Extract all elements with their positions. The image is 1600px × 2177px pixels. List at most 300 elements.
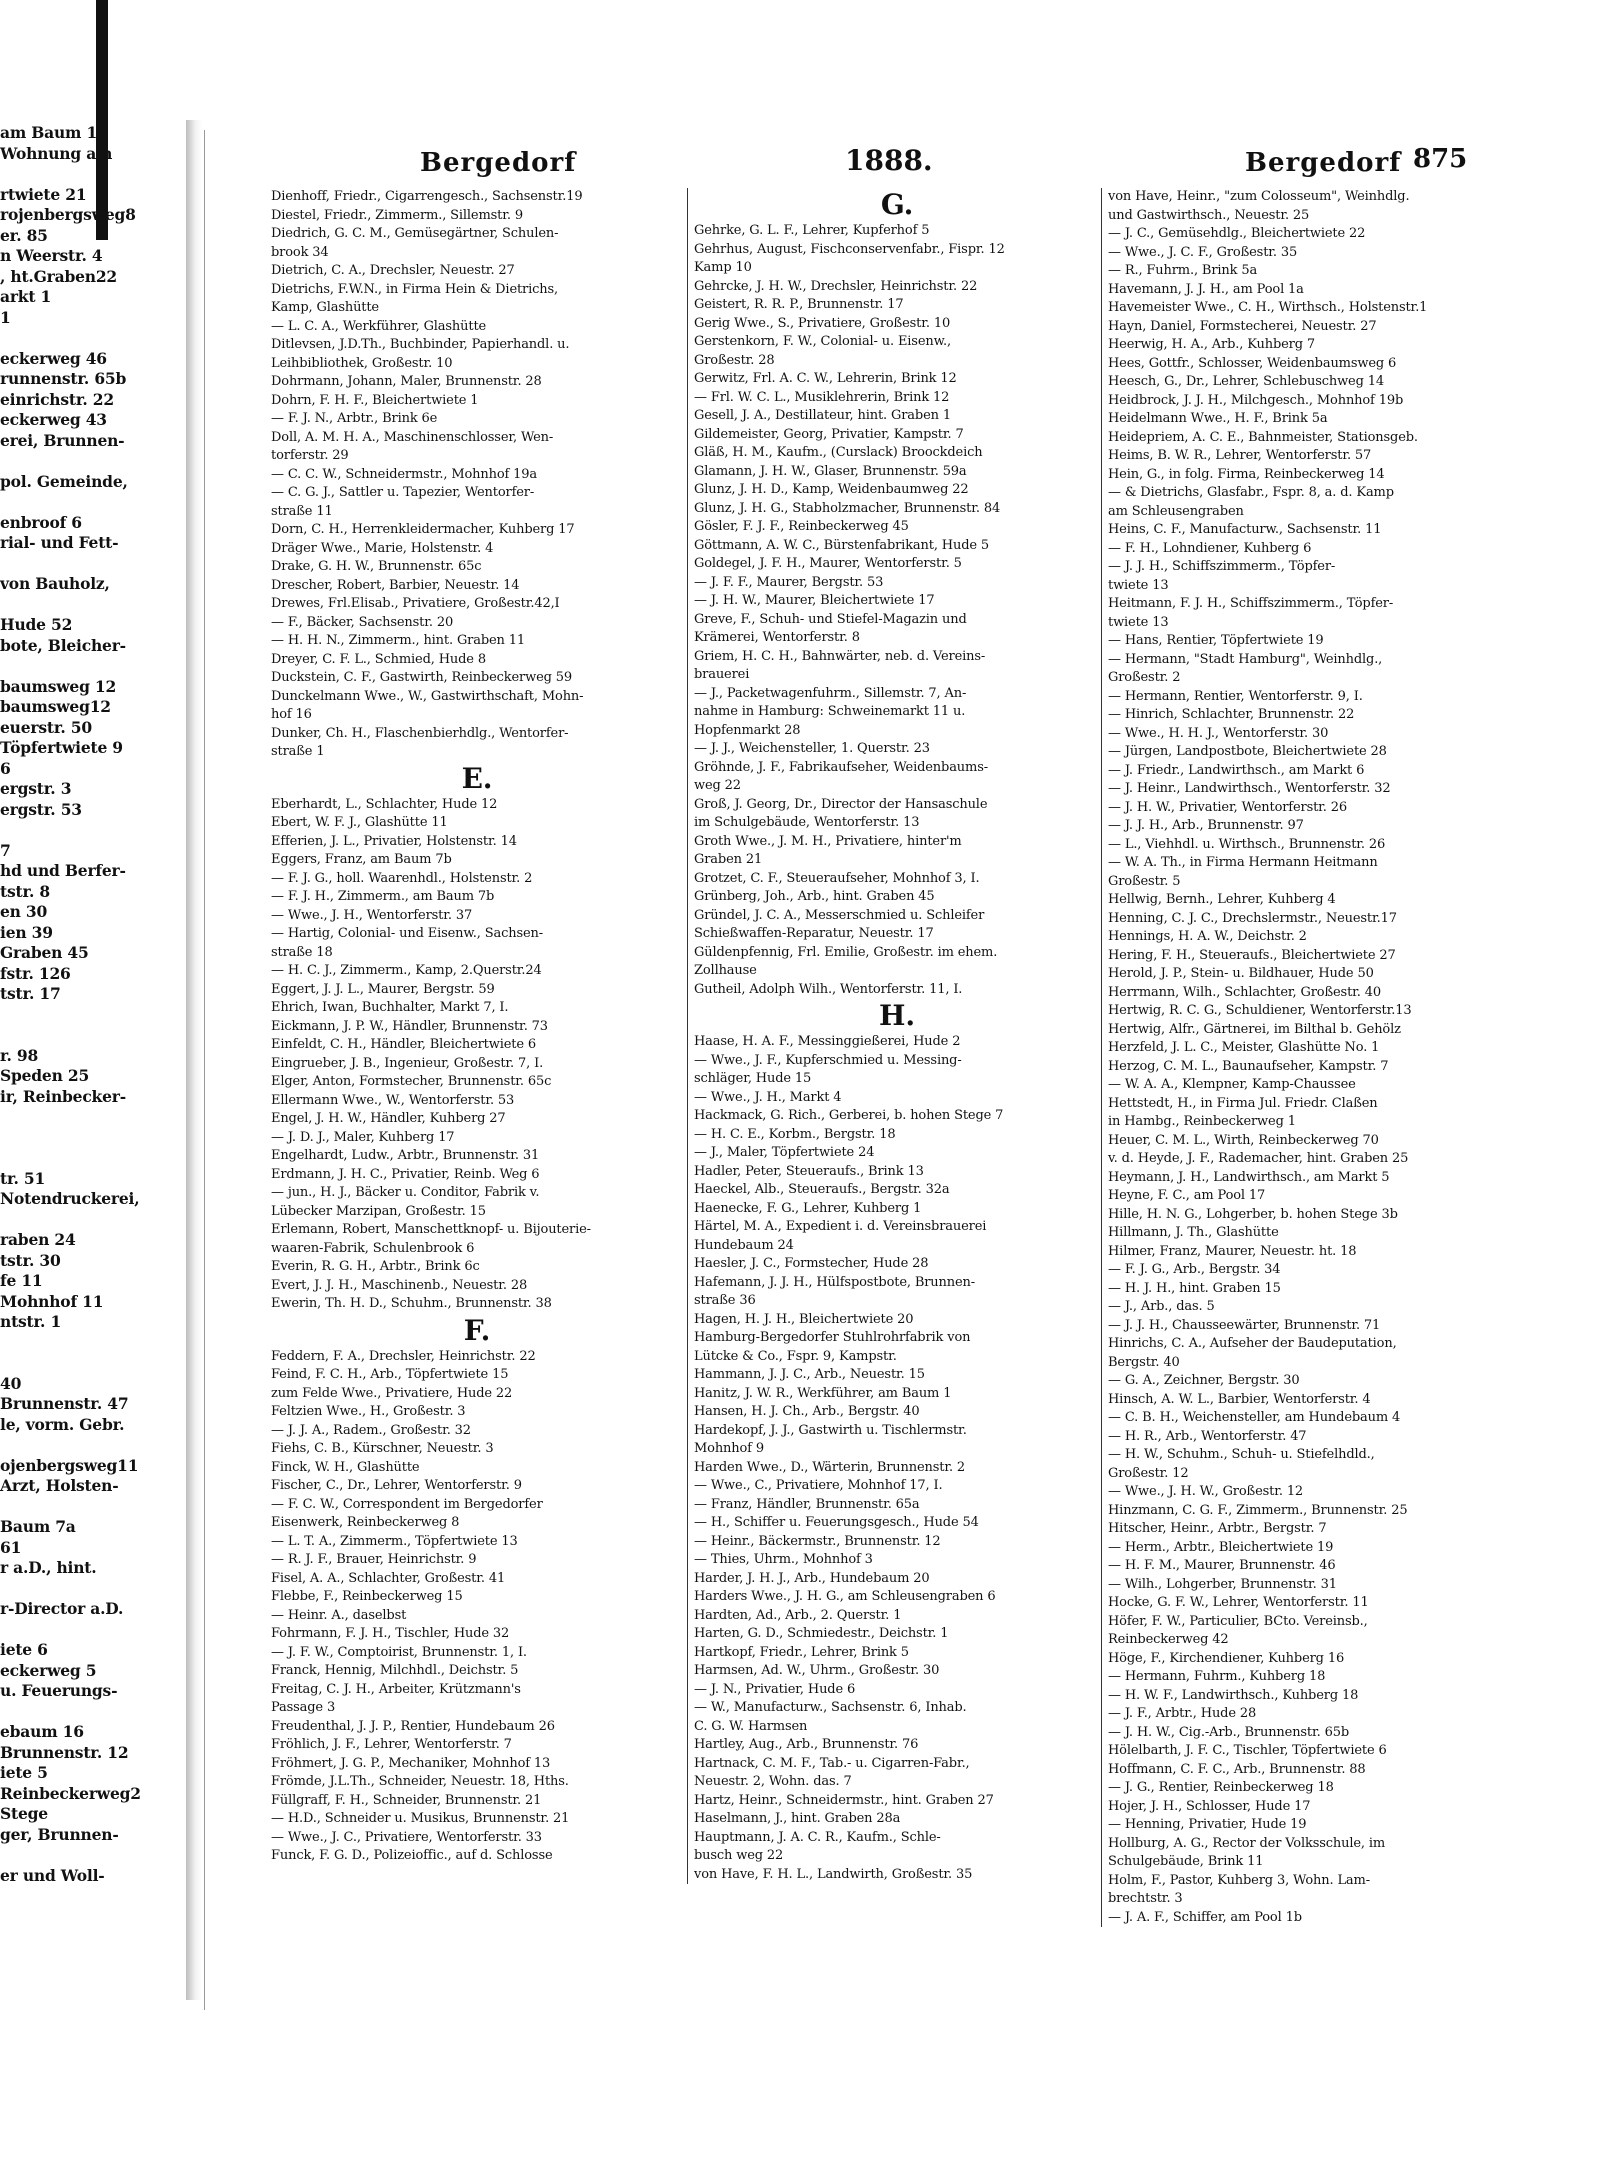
directory-entry: Glunz, J. H. D., Kamp, Weidenbaumweg 22 — [694, 482, 969, 497]
directory-entry: — J. G., Rentier, Reinbeckerweg 18 — [1108, 1780, 1334, 1795]
directory-entry: — R., Fuhrm., Brink 5a — [1108, 263, 1258, 278]
fragment-line: u. Feuerungs- — [0, 1681, 118, 1700]
directory-entry: — H. R., Arb., Wentorferstr. 47 — [1108, 1428, 1307, 1444]
directory-entry: Gutheil, Adolph Wilh., Wentorferstr. 11, I. — [694, 981, 963, 997]
directory-entry: Groth Wwe., J. M. H., Privatiere, hinter'm — [694, 833, 962, 849]
directory-entry: weg 22 — [694, 778, 741, 793]
directory-entry: Hansen, H. J. Ch., Arb., Bergstr. 40 — [694, 1404, 920, 1419]
directory-entry: Passage 3 — [271, 1700, 336, 1715]
directory-entry: Hees, Gottfr., Schlosser, Weidenbaumsweg 6 — [1108, 355, 1397, 371]
page-header — [205, 142, 1581, 182]
directory-entry: — Hermann, "Stadt Hamburg", Weinhdlg., — [1108, 651, 1383, 667]
directory-entry: Frömde, J.L.Th., Schneider, Neuestr. 18, Hths. — [271, 1774, 569, 1789]
directory-entry: Diestel, Friedr., Zimmerm., Sillemstr. 9 — [271, 207, 523, 223]
directory-entry: — F. J. G., holl. Waarenhdl., Holstenstr. 2 — [271, 870, 533, 886]
directory-entry: Harden Wwe., D., Wärterin, Brunnenstr. 2 — [694, 1459, 966, 1475]
directory-entry: hof 16 — [271, 707, 312, 722]
directory-entry: — F., Bäcker, Sachsenstr. 20 — [271, 614, 454, 630]
directory-entry: — R. J. F., Brauer, Heinrichstr. 9 — [271, 1552, 477, 1567]
fragment-line — [0, 1128, 188, 1149]
directory-entry: Heyne, F. C., am Pool 17 — [1108, 1188, 1266, 1203]
directory-entry: Erlemann, Robert, Manschettknopf- u. Bijouterie- — [271, 1222, 591, 1237]
directory-entry: Heitmann, F. J. H., Schiffszimmerm., Töpfer- — [1108, 596, 1394, 611]
directory-entry: — H. W. F., Landwirthsch., Kuhberg 18 — [1108, 1687, 1359, 1703]
directory-entry: — W., Manufacturw., Sachsenstr. 6, Inhab. — [694, 1700, 967, 1715]
fragment-line: rial- und Fett- — [0, 533, 119, 552]
directory-entry: Hamburg-Bergedorfer Stuhlrohrfabrik von — [694, 1330, 971, 1345]
directory-entry: Diedrich, G. C. M., Gemüsegärtner, Schulen- — [271, 226, 559, 241]
directory-entry: Efferien, J. L., Privatier, Holstenstr. 14 — [271, 833, 517, 849]
directory-entry: straße 11 — [271, 503, 333, 519]
directory-entry: Dietrichs, F.W.N., in Firma Hein & Dietrichs, — [271, 281, 558, 297]
fragment-line: tstr. 30 — [0, 1250, 61, 1270]
directory-entry: Schießwaffen-Reparatur, Neuestr. 17 — [694, 926, 934, 941]
fragment-line: fstr. 126 — [0, 963, 71, 983]
directory-entry: — J. D. J., Maler, Kuhberg 17 — [271, 1129, 455, 1145]
directory-entry: brechtstr. 3 — [1108, 1891, 1183, 1906]
directory-entry: Harder, J. H. J., Arb., Hundebaum 20 — [694, 1570, 930, 1586]
directory-entry: Graben 21 — [694, 852, 763, 867]
directory-entry: Hagen, H. J. H., Bleichertwiete 20 — [694, 1311, 914, 1327]
directory-entry: Hinrichs, C. A., Aufseher der Baudeputation, — [1108, 1336, 1397, 1351]
fragment-line — [0, 328, 188, 349]
directory-entry: — W. A. Th., in Firma Hermann Heitmann — [1108, 855, 1378, 870]
directory-entry: — Wwe., J. F., Kupferschmied u. Messing- — [694, 1052, 962, 1068]
fragment-line: Speden 25 — [0, 1066, 90, 1085]
fragment-line: ir, Reinbecker- — [0, 1086, 126, 1106]
fragment-line — [0, 1435, 188, 1456]
fragment-line: hd und Berfer- — [0, 861, 126, 880]
directory-entry: Mohnhof 9 — [694, 1441, 764, 1456]
directory-entry: torferstr. 29 — [271, 448, 349, 463]
directory-entry: — Franz, Händler, Brunnenstr. 65a — [694, 1496, 920, 1512]
directory-entry: straße 18 — [271, 944, 333, 960]
directory-entry: Hartley, Aug., Arb., Brunnenstr. 76 — [694, 1737, 919, 1752]
directory-entry: Feltzien Wwe., H., Großestr. 3 — [271, 1404, 466, 1419]
fragment-line: runnenstr. 65b — [0, 369, 127, 388]
fragment-line: euerstr. 50 — [0, 717, 92, 737]
directory-entry: Geistert, R. R. P., Brunnenstr. 17 — [694, 297, 904, 312]
directory-entry: Gehrhus, August, Fischconservenfabr., Fispr. 12 — [694, 241, 1005, 257]
directory-entry: Großestr. 28 — [694, 352, 775, 368]
directory-entry: Eggert, J. J. L., Maurer, Bergstr. 59 — [271, 981, 495, 997]
directory-entry: — J. Heinr., Landwirthsch., Wentorferstr. 32 — [1108, 781, 1391, 796]
directory-entry: — G. A., Zeichner, Bergstr. 30 — [1108, 1373, 1300, 1388]
directory-entry: Heesch, G., Dr., Lehrer, Schlebuschweg 14 — [1108, 374, 1384, 389]
directory-entry: am Schleusengraben — [1108, 503, 1244, 519]
fragment-line: r a.D., hint. — [0, 1558, 97, 1577]
directory-entry: Ditlevsen, J.D.Th., Buchbinder, Papierhandl. u. — [271, 337, 570, 352]
directory-entry: Hellwig, Bernh., Lehrer, Kuhberg 4 — [1108, 892, 1336, 907]
directory-entry: — C. G. J., Sattler u. Tapezier, Wentorfer- — [271, 485, 535, 500]
directory-entry: Fröhlich, J. F., Lehrer, Wentorferstr. 7 — [271, 1737, 512, 1752]
directory-entry: — jun., H. J., Bäcker u. Conditor, Fabrik v. — [271, 1185, 540, 1200]
directory-entry: — J. A. F., Schiffer, am Pool 1b — [1108, 1909, 1302, 1925]
directory-entry: — F. H., Lohndiener, Kuhberg 6 — [1108, 540, 1312, 556]
directory-entry: Gehrcke, J. H. W., Drechsler, Heinrichstr. 22 — [694, 278, 978, 294]
directory-entry: Glunz, J. H. G., Stabholzmacher, Brunnenstr. 84 — [694, 500, 1001, 516]
fragment-line: tstr. 8 — [0, 881, 50, 901]
fragment-line: Mohnhof 11 — [0, 1291, 104, 1311]
fragment-line — [0, 82, 188, 103]
column-middle — [687, 188, 1100, 1884]
fragment-line: Reinbeckerweg2 — [0, 1783, 141, 1803]
directory-entry: Dräger Wwe., Marie, Holstenstr. 4 — [271, 540, 494, 556]
directory-entry: — H. H. N., Zimmerm., hint. Graben 11 — [271, 633, 526, 648]
directory-entry: Dohrn, F. H. F., Bleichertwiete 1 — [271, 392, 479, 408]
fragment-line: einrichstr. 22 — [0, 389, 114, 409]
fragment-line — [0, 1025, 188, 1046]
directory-entry: straße 36 — [694, 1293, 756, 1308]
directory-entry: Drewes, Frl.Elisab., Privatiere, Großestr.42,I — [271, 596, 560, 611]
directory-entry: — J. F., Arbtr., Hude 28 — [1108, 1706, 1257, 1721]
fragment-line: eckerweg 46 — [0, 348, 107, 368]
directory-entry: — W. A. A., Klempner, Kamp-Chaussee — [1108, 1077, 1356, 1092]
directory-entry: von Have, Heinr., "zum Colosseum", Weinhdlg. — [1108, 189, 1410, 204]
directory-entry: Eisenwerk, Reinbeckerweg 8 — [271, 1515, 460, 1530]
directory-entry: Heidelmann Wwe., H. F., Brink 5a — [1108, 411, 1328, 426]
directory-entry: Ebert, W. F. J., Glashütte 11 — [271, 815, 448, 830]
directory-entry: — Heinr., Bäckermstr., Brunnenstr. 12 — [694, 1533, 941, 1549]
directory-entry: — Wwe., J. H. W., Großestr. 12 — [1108, 1484, 1304, 1499]
fragment-line: 61 — [0, 1537, 22, 1557]
fragment-line — [0, 1148, 188, 1169]
directory-entry: Eickmann, J. P. W., Händler, Brunnenstr. 73 — [271, 1018, 548, 1034]
fragment-line — [0, 1620, 188, 1641]
fragment-line: n Weerstr. 4 — [0, 246, 103, 265]
section-letter: F. — [463, 1313, 491, 1347]
fragment-line: raben 24 — [0, 1230, 76, 1249]
fragment-line — [0, 1107, 188, 1128]
directory-entry: Heuer, C. M. L., Wirth, Reinbeckerweg 70 — [1108, 1132, 1379, 1148]
directory-entry: — C. B. H., Weichensteller, am Hundebaum 4 — [1108, 1410, 1401, 1425]
directory-entry: Hering, F. H., Steueraufs., Bleichertwiete 27 — [1108, 947, 1396, 963]
directory-entry: Hayn, Daniel, Formstecherei, Neuestr. 27 — [1108, 318, 1377, 334]
fragment-line: tstr. 17 — [0, 984, 61, 1003]
directory-entry: nahme in Hamburg: Schweinemarkt 11 u. — [694, 704, 966, 719]
directory-entry: Hilmer, Franz, Maurer, Neuestr. ht. 18 — [1108, 1243, 1357, 1259]
fragment-line: en 30 — [0, 902, 48, 921]
fragment-line — [0, 1333, 188, 1354]
directory-page — [204, 130, 1581, 2010]
fragment-line — [0, 1210, 188, 1231]
directory-entry: Harders Wwe., J. H. G., am Schleusengraben 6 — [694, 1589, 996, 1604]
fragment-line: Stege — [0, 1804, 48, 1823]
directory-entry: Hinsch, A. W. L., Barbier, Wentorferstr. 4 — [1108, 1391, 1371, 1407]
directory-entry: twiete 13 — [1108, 577, 1169, 593]
directory-entry: — Hermann, Fuhrm., Kuhberg 18 — [1108, 1669, 1326, 1684]
fragment-line: tr. 51 — [0, 1168, 46, 1188]
directory-entry: schläger, Hude 15 — [694, 1071, 812, 1086]
column-left — [271, 188, 683, 1866]
fragment-line: Graben 45 — [0, 943, 89, 962]
fragment-line: iete 5 — [0, 1763, 48, 1782]
directory-entry: — & Dietrichs, Glasfabr., Fspr. 8, a. d. Kamp — [1108, 485, 1394, 500]
directory-entry: — Wwe., J. C. F., Großestr. 35 — [1108, 244, 1298, 260]
fragment-line: ien 39 — [0, 922, 53, 942]
directory-entry: brook 34 — [271, 244, 329, 260]
directory-entry: — Wwe., C., Privatiere, Mohnhof 17, I. — [694, 1478, 943, 1493]
directory-entry: Güldenpfennig, Frl. Emilie, Großestr. im ehem. — [694, 944, 998, 960]
directory-entry: Gildemeister, Georg, Privatier, Kampstr. 7 — [694, 426, 964, 442]
section-letter: E. — [461, 761, 493, 795]
directory-entry: — F. J. N., Arbtr., Brink 6e — [271, 411, 438, 426]
directory-entry: Neuestr. 2, Wohn. das. 7 — [694, 1774, 852, 1789]
fragment-line — [0, 820, 188, 841]
page-number: 875 — [1413, 144, 1468, 174]
directory-entry: busch weg 22 — [694, 1848, 784, 1863]
directory-entry: — J., Maler, Töpfertwiete 24 — [694, 1145, 875, 1160]
directory-entry: Heims, B. W. R., Lehrer, Wentorferstr. 57 — [1108, 448, 1372, 463]
directory-entry: Freitag, C. J. H., Arbeiter, Krützmann's — [271, 1681, 521, 1697]
fragment-line — [0, 554, 188, 575]
directory-entry: Bergstr. 40 — [1108, 1354, 1180, 1370]
fragment-line: baumsweg12 — [0, 697, 111, 716]
directory-entry: — C. C. W., Schneidermstr., Mohnhof 19a — [271, 466, 538, 482]
directory-entry: — F. J. H., Zimmerm., am Baum 7b — [271, 889, 495, 904]
directory-entry: Hadler, Peter, Steueraufs., Brink 13 — [694, 1163, 924, 1179]
directory-entry: — Wwe., J. C., Privatiere, Wentorferstr. 33 — [271, 1829, 542, 1845]
directory-entry: Griem, H. C. H., Bahnwärter, neb. d. Vereins- — [694, 648, 986, 664]
directory-entry: Hackmack, G. Rich., Gerberei, b. hohen Stege 7 — [694, 1108, 1004, 1123]
fragment-line — [0, 1497, 188, 1518]
directory-entry: Hillmann, J. Th., Glashütte — [1108, 1225, 1279, 1240]
fragment-line: 1 — [0, 307, 11, 327]
directory-entry: Hartnack, C. M. F., Tab.- u. Cigarren-Fabr., — [694, 1755, 970, 1771]
directory-entry: Fisel, A. A., Schlachter, Großestr. 41 — [271, 1570, 506, 1586]
directory-entry: Füllgraff, F. H., Schneider, Brunnenstr. 21 — [271, 1792, 542, 1808]
fragment-line — [0, 1353, 188, 1374]
directory-entry: Haesler, J. C., Formstecher, Hude 28 — [694, 1256, 929, 1271]
directory-entry: Herrmann, Wilh., Schlachter, Großestr. 40 — [1108, 984, 1381, 1000]
directory-entry: — Wwe., J. H., Wentorferstr. 37 — [271, 907, 473, 923]
directory-entry: Engelhardt, Ludw., Arbtr., Brunnenstr. 31 — [271, 1148, 540, 1163]
directory-entry: Kamp 10 — [694, 260, 752, 275]
directory-entry: — J. N., Privatier, Hude 6 — [694, 1681, 856, 1697]
fragment-line: am Baum 1 — [0, 123, 98, 142]
page-gutter — [186, 120, 202, 2000]
fragment-line: le, vorm. Gebr. — [0, 1414, 125, 1434]
fragment-line: , ht.Graben22 — [0, 266, 118, 286]
directory-entry: zum Felde Wwe., Privatiere, Hude 22 — [271, 1385, 513, 1401]
directory-entry: Flebbe, F., Reinbeckerweg 15 — [271, 1589, 463, 1604]
directory-entry: Haeckel, Alb., Steueraufs., Bergstr. 32a — [694, 1182, 950, 1197]
directory-entry: — J. C., Gemüsehdlg., Bleichertwiete 22 — [1108, 226, 1366, 241]
directory-entry: Hennings, H. A. W., Deichstr. 2 — [1108, 929, 1307, 944]
directory-entry: Hille, H. N. G., Lohgerber, b. hohen Stege 3b — [1108, 1206, 1398, 1222]
directory-entry: — F. J. G., Arb., Bergstr. 34 — [1108, 1262, 1281, 1277]
fragment-line — [0, 656, 188, 677]
directory-entry: — Jürgen, Landpostbote, Bleichertwiete 28 — [1108, 744, 1387, 759]
directory-entry: Hollburg, A. G., Rector der Volksschule, im — [1108, 1835, 1386, 1851]
directory-entry: Großestr. 5 — [1108, 873, 1181, 889]
fragment-line: 7 — [0, 840, 11, 860]
fragment-line: fe 11 — [0, 1271, 43, 1290]
directory-entry: Krämerei, Wentorferstr. 8 — [694, 630, 860, 645]
directory-entry: Gröhnde, J. F., Fabrikaufseher, Weidenbaums- — [694, 759, 988, 775]
directory-entry: Harmsen, Ad. W., Uhrm., Großestr. 30 — [694, 1663, 940, 1678]
section-letter: G. — [880, 188, 914, 221]
directory-entry: — J. J. A., Radem., Großestr. 32 — [271, 1422, 471, 1438]
section-letter: H. — [879, 999, 915, 1032]
fragment-line: Töpfertwiete 9 — [0, 738, 123, 757]
directory-entry: Ehrich, Iwan, Buchhalter, Markt 7, I. — [271, 1000, 509, 1015]
directory-entry: Großestr. 12 — [1108, 1465, 1189, 1481]
fragment-line: baumsweg 12 — [0, 676, 117, 696]
directory-entry: Hundebaum 24 — [694, 1237, 794, 1253]
directory-entry: Lübecker Marzipan, Großestr. 15 — [271, 1203, 486, 1219]
directory-entry: Havemann, J. J. H., am Pool 1a — [1108, 281, 1304, 297]
directory-entry: Heymann, J. H., Landwirthsch., am Markt 5 — [1108, 1169, 1390, 1185]
directory-entry: Hitscher, Heinr., Arbtr., Bergstr. 7 — [1108, 1521, 1327, 1536]
directory-entry: — Henning, Privatier, Hude 19 — [1108, 1817, 1307, 1832]
directory-entry: Hardekopf, J. J., Gastwirth u. Tischlermstr. — [694, 1422, 967, 1438]
fragment-line: erei, Brunnen- — [0, 430, 125, 450]
directory-entry: Dienhoff, Friedr., Cigarrengesch., Sachsenstr.19 — [271, 189, 583, 204]
directory-entry: C. G. W. Harmsen — [694, 1718, 808, 1734]
directory-entry: Dreyer, C. F. L., Schmied, Hude 8 — [271, 651, 486, 667]
directory-entry: Hertwig, R. C. G., Schuldiener, Wentorferstr.13 — [1108, 1003, 1412, 1018]
directory-entry: — Wwe., H. H. J., Wentorferstr. 30 — [1108, 725, 1329, 741]
fragment-line: arkt 1 — [0, 287, 52, 306]
fragment-line: ojenbergsweg11 — [0, 1455, 139, 1475]
directory-entry: Henning, C. J. C., Drechslermstr., Neuestr.17 — [1108, 910, 1397, 926]
directory-entry: Einfeldt, C. H., Händler, Bleichertwiete 6 — [271, 1037, 537, 1052]
directory-entry: — L. C. A., Werkführer, Glashütte — [271, 318, 487, 334]
directory-entry: Fohrmann, F. J. H., Tischler, Hude 32 — [271, 1626, 510, 1641]
directory-entry: Harten, G. D., Schmiedestr., Deichstr. 1 — [694, 1626, 949, 1641]
header-left-title: Bergedorf — [420, 148, 577, 178]
fragment-line — [0, 1005, 188, 1026]
fragment-line — [0, 595, 188, 616]
fragment-line: pol. Gemeinde, — [0, 471, 128, 491]
directory-entry: Fiehs, C. B., Kürschner, Neuestr. 3 — [271, 1441, 494, 1456]
directory-entry: Finck, W. H., Glashütte — [271, 1459, 420, 1475]
directory-entry: Drake, G. H. W., Brunnenstr. 65c — [271, 559, 482, 574]
fragment-line: 40 — [0, 1373, 22, 1393]
fragment-line: ergstr. 53 — [0, 799, 82, 819]
directory-entry: im Schulgebäude, Wentorferstr. 13 — [694, 815, 920, 830]
fragment-line: ger, Brunnen- — [0, 1824, 119, 1844]
directory-entry: Hein, G., in folg. Firma, Reinbeckerweg 14 — [1108, 466, 1385, 482]
directory-entry: — H. C. J., Zimmerm., Kamp, 2.Querstr.24 — [271, 963, 542, 978]
directory-entry: Hoffmann, C. F. C., Arb., Brunnenstr. 88 — [1108, 1761, 1366, 1777]
directory-entry: Herzfeld, J. L. C., Meister, Glashütte No. 1 — [1108, 1040, 1380, 1055]
directory-entry: Havemeister Wwe., C. H., Wirthsch., Holstenstr.1 — [1108, 300, 1428, 315]
directory-entry: Hinzmann, C. G. F., Zimmerm., Brunnenstr. 25 — [1108, 1502, 1408, 1518]
fragment-line — [0, 1579, 188, 1600]
directory-entry: Höge, F., Kirchendiener, Kuhberg 16 — [1108, 1650, 1345, 1666]
directory-entry: Groß, J. Georg, Dr., Director der Hansaschule — [694, 796, 988, 812]
directory-entry: — H. W., Schuhm., Schuh- u. Stiefelhdld., — [1108, 1447, 1375, 1462]
directory-entry: Hanitz, J. W. R., Werkführer, am Baum 1 — [694, 1385, 952, 1401]
directory-entry: Duckstein, C. F., Gastwirth, Reinbeckerweg 59 — [271, 670, 573, 685]
directory-entry: Dunker, Ch. H., Flaschenbierhdlg., Wentorfer- — [271, 725, 569, 741]
fragment-line: von Bauholz, — [0, 574, 110, 593]
directory-entry: Erdmann, J. H. C., Privatier, Reinb. Weg 6 — [271, 1166, 540, 1182]
directory-entry: — L. T. A., Zimmerm., Töpfertwiete 13 — [271, 1533, 518, 1549]
directory-entry: — J. H. W., Privatier, Wentorferstr. 26 — [1108, 799, 1348, 815]
directory-entry: Herzog, C. M. L., Baunaufseher, Kampstr. 7 — [1108, 1058, 1389, 1074]
directory-entry: Lütcke & Co., Fspr. 9, Kampstr. — [694, 1348, 897, 1364]
directory-entry: Fischer, C., Dr., Lehrer, Wentorferstr. 9 — [271, 1478, 522, 1493]
directory-entry: brauerei — [694, 667, 750, 682]
fragment-line — [0, 451, 188, 472]
directory-entry: — H. J. H., hint. Graben 15 — [1108, 1280, 1281, 1296]
directory-entry: — Frl. W. C. L., Musiklehrerin, Brink 12 — [694, 389, 950, 405]
directory-entry: Dietrich, C. A., Drechsler, Neuestr. 27 — [271, 263, 515, 278]
directory-entry: Grünberg, Joh., Arb., hint. Graben 45 — [694, 889, 935, 904]
directory-entry: straße 1 — [271, 744, 325, 759]
directory-entry: — Hartig, Colonial- und Eisenw., Sachsen- — [271, 926, 543, 941]
directory-entry: Fröhmert, J. G. P., Mechaniker, Mohnhof 13 — [271, 1755, 551, 1771]
fragment-line: Baum 7a — [0, 1517, 76, 1536]
fragment-line — [0, 103, 188, 124]
fragment-line: Brunnenstr. 47 — [0, 1394, 129, 1413]
fragment-line: enbroof 6 — [0, 512, 82, 532]
directory-entry: — J., Packetwagenfuhrm., Sillemstr. 7, An- — [694, 685, 967, 701]
directory-entry: Heerwig, H. A., Arb., Kuhberg 7 — [1108, 337, 1315, 352]
fragment-line — [0, 1702, 188, 1723]
fragment-line: eckerweg 43 — [0, 410, 107, 429]
directory-entry: Haselmann, J., hint. Graben 28a — [694, 1811, 901, 1826]
fragment-line: ergstr. 3 — [0, 779, 72, 798]
directory-entry: Everin, R. G. H., Arbtr., Brink 6c — [271, 1259, 480, 1274]
directory-entry: Hopfenmarkt 28 — [694, 722, 801, 738]
directory-entry: Gerig Wwe., S., Privatiere, Großestr. 10 — [694, 315, 951, 331]
directory-entry: Hettstedt, H., in Firma Jul. Friedr. Claßen — [1108, 1095, 1378, 1111]
directory-entry: Hardten, Ad., Arb., 2. Querstr. 1 — [694, 1607, 902, 1623]
directory-entry: Freudenthal, J. J. P., Rentier, Hundebaum 26 — [271, 1718, 555, 1734]
directory-entry: Hertwig, Alfr., Gärtnerei, im Bilthal b. Gehölz — [1108, 1021, 1401, 1037]
directory-entry: Eberhardt, L., Schlachter, Hude 12 — [271, 796, 498, 812]
directory-entry: Hocke, G. F. W., Lehrer, Wentorferstr. 11 — [1108, 1595, 1369, 1610]
directory-entry: — J. J. H., Schiffszimmerm., Töpfer- — [1108, 559, 1336, 574]
directory-entry: Gesell, J. A., Destillateur, hint. Graben 1 — [694, 408, 951, 423]
directory-entry: Heidepriem, A. C. E., Bahnmeister, Stationsgeb. — [1108, 429, 1418, 445]
column-right — [1101, 188, 1514, 1927]
directory-entry: Engel, J. H. W., Händler, Kuhberg 27 — [271, 1111, 506, 1126]
directory-entry: Dorn, C. H., Herrenkleidermacher, Kuhberg 17 — [271, 522, 575, 537]
fragment-line — [0, 164, 188, 185]
directory-entry: von Have, F. H. L., Landwirth, Großestr. 35 — [694, 1866, 973, 1882]
fragment-line: Arzt, Holsten- — [0, 1476, 119, 1495]
directory-entry: — J. F. W., Comptoirist, Brunnenstr. 1, I. — [271, 1644, 527, 1660]
directory-entry: Hojer, J. H., Schlosser, Hude 17 — [1108, 1798, 1311, 1814]
directory-entry: — Wilh., Lohgerber, Brunnenstr. 31 — [1108, 1576, 1337, 1592]
directory-entry: Hartz, Heinr., Schneidermstr., hint. Graben 27 — [694, 1792, 994, 1808]
directory-entry: Eingrueber, J. B., Ingenieur, Großestr. 7, I. — [271, 1055, 544, 1071]
directory-entry: Holm, F., Pastor, Kuhberg 3, Wohn. Lam- — [1108, 1872, 1370, 1888]
directory-entry: in Hambg., Reinbeckerweg 1 — [1108, 1114, 1296, 1129]
directory-entry: Greve, F., Schuh- und Stiefel-Magazin und — [694, 611, 967, 627]
directory-entry: Glamann, J. H. W., Glaser, Brunnenstr. 59a — [694, 463, 967, 479]
directory-entry: — J. Friedr., Landwirthsch., am Markt 6 — [1108, 762, 1365, 778]
directory-entry: — J. H. W., Cig.-Arb., Brunnenstr. 65b — [1108, 1724, 1350, 1740]
directory-entry: — J. F. F., Maurer, Bergstr. 53 — [694, 574, 884, 590]
directory-entry: Hartkopf, Friedr., Lehrer, Brink 5 — [694, 1644, 909, 1660]
fragment-line: rojenbergsweg8 — [0, 205, 136, 224]
fragment-line: 6 — [0, 758, 11, 778]
fragment-line: r. 98 — [0, 1045, 39, 1065]
fragment-line: rtwiete 21 — [0, 184, 87, 204]
fragment-line — [0, 1845, 188, 1866]
directory-entry: Haenecke, F. G., Lehrer, Kuhberg 1 — [694, 1200, 922, 1216]
fragment-line: Brunnenstr. 12 — [0, 1742, 129, 1762]
directory-entry: Großestr. 2 — [1108, 670, 1181, 685]
directory-entry: Leihbibliothek, Großestr. 10 — [271, 355, 453, 371]
directory-entry: Heidbrock, J. J. H., Milchgesch., Mohnhof 19b — [1108, 392, 1404, 408]
